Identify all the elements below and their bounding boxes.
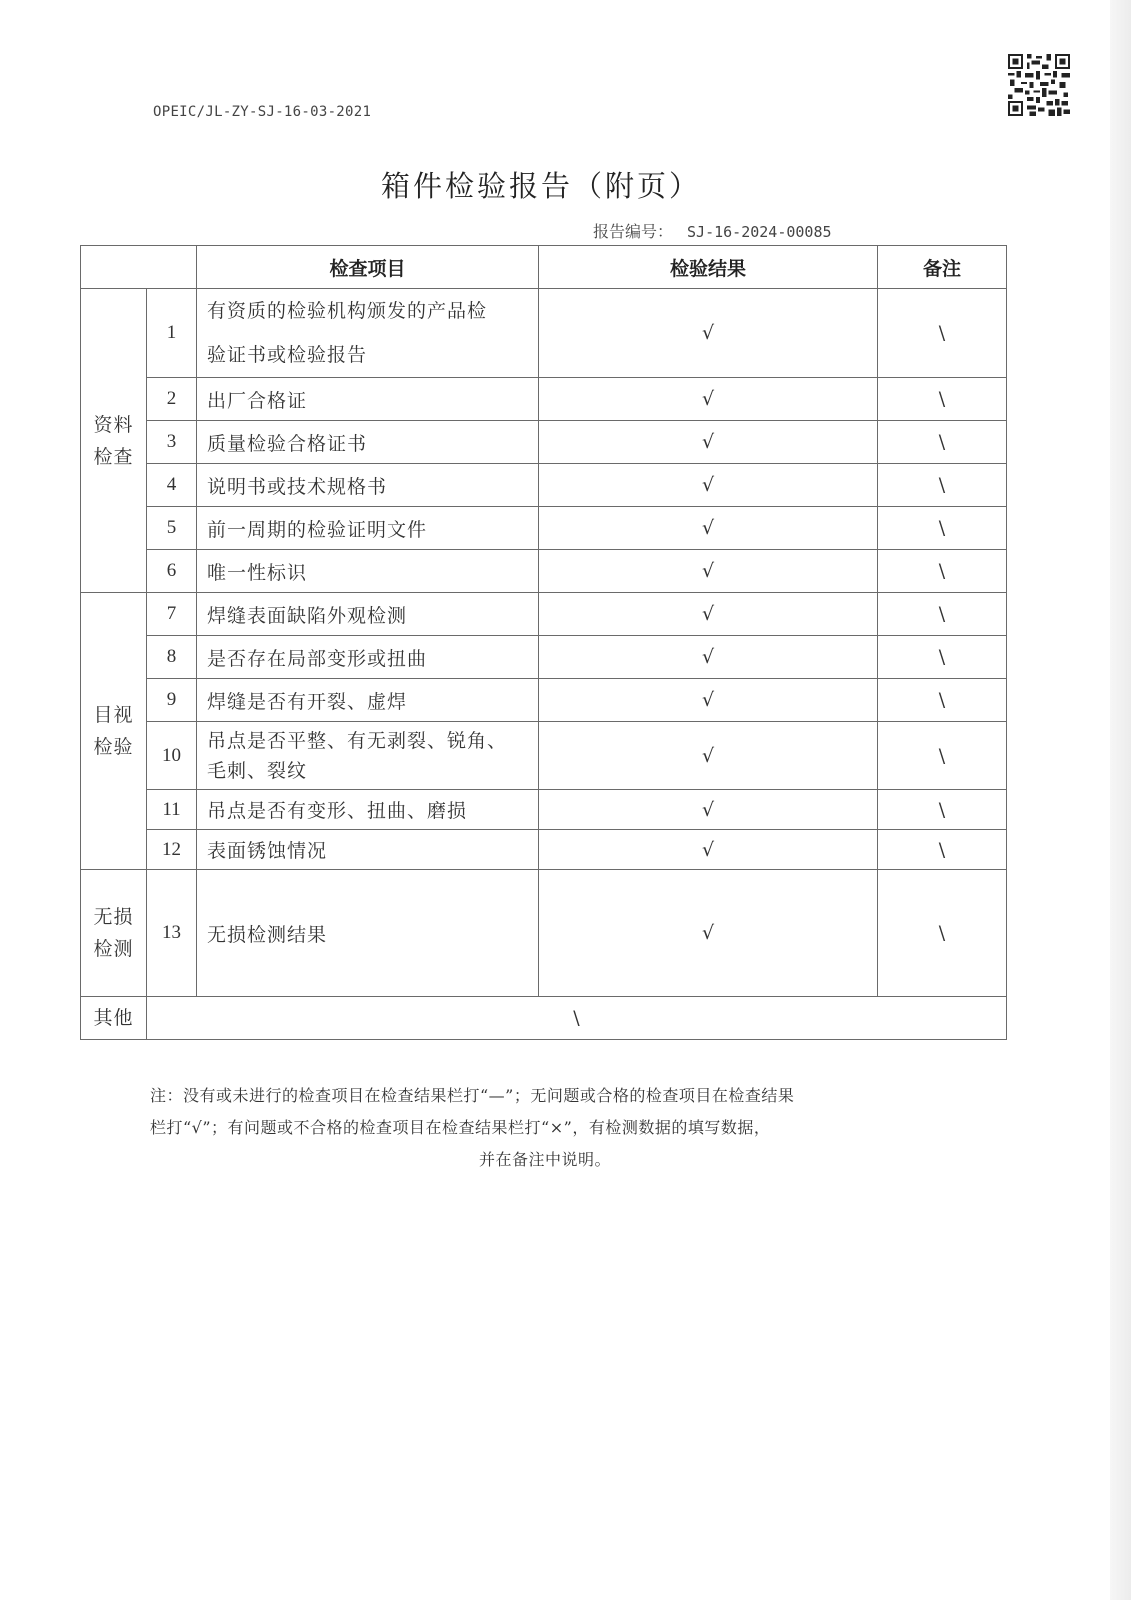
row-remark: \: [878, 636, 1007, 679]
row-result: √: [539, 722, 878, 790]
row-item: [197, 289, 539, 378]
header-remark: 备注: [878, 246, 1007, 289]
row-number: 1: [147, 289, 197, 378]
row-remark: \: [878, 870, 1007, 997]
row-result: √: [539, 289, 878, 378]
row-item-line: 毛刺、裂纹: [207, 759, 308, 782]
note-line: 注：没有或未进行的检查项目在检查结果栏打“—”；无问题或合格的检查项目在检查结果: [150, 1086, 795, 1105]
notes: [150, 1080, 940, 1176]
row-item: 吊点是否有变形、扭曲、磨损: [197, 790, 539, 830]
row-number: 13: [147, 870, 197, 997]
row-item: 说明书或技术规格书: [197, 464, 539, 507]
table-row: [81, 507, 1007, 550]
row-item: 无损检测结果: [197, 870, 539, 997]
row-number: 8: [147, 636, 197, 679]
row-remark: \: [878, 550, 1007, 593]
row-result: √: [539, 421, 878, 464]
table-row-other: [81, 997, 1007, 1040]
row-item-line: 有资质的检验机构颁发的产品检: [207, 300, 488, 322]
category-line: 检验: [93, 736, 134, 758]
row-remark: \: [878, 378, 1007, 421]
row-remark: \: [878, 830, 1007, 870]
row-item: 出厂合格证: [197, 378, 539, 421]
row-number: 12: [147, 830, 197, 870]
table-row: [81, 378, 1007, 421]
category-line: 检测: [93, 938, 134, 960]
row-result: √: [539, 870, 878, 997]
category-line: 检查: [93, 445, 134, 468]
row-item: 前一周期的检验证明文件: [197, 507, 539, 550]
row-item: [197, 722, 539, 790]
other-value: \: [147, 997, 1007, 1040]
table-row: [81, 830, 1007, 870]
row-number: 4: [147, 464, 197, 507]
header-blank-cell: [81, 246, 197, 289]
row-result: √: [539, 378, 878, 421]
table-row: [81, 870, 1007, 997]
page-title: 箱件检验报告（附页）: [380, 169, 701, 203]
row-number: 2: [147, 378, 197, 421]
row-item-line: 吊点是否平整、有无剥裂、锐角、: [207, 729, 508, 752]
row-item-line: 验证书或检验报告: [207, 344, 368, 366]
category-document-check: [81, 289, 147, 593]
row-result: √: [539, 830, 878, 870]
row-item: 是否存在局部变形或扭曲: [197, 636, 539, 679]
table-row: [81, 464, 1007, 507]
table-row: [81, 593, 1007, 636]
category-visual-inspection: [81, 593, 147, 870]
qr-code-icon: [1008, 54, 1070, 116]
row-remark: \: [878, 507, 1007, 550]
category-line: 资料: [93, 413, 134, 436]
row-item: 焊缝是否有开裂、虚焊: [197, 679, 539, 722]
row-item: 表面锈蚀情况: [197, 830, 539, 870]
table-row: [81, 421, 1007, 464]
note-line: 并在备注中说明。: [478, 1150, 611, 1169]
table-row: [81, 790, 1007, 830]
document-code: OPEIC/JL-ZY-SJ-16-03-2021: [153, 104, 372, 120]
row-remark: \: [878, 790, 1007, 830]
table-row: [81, 289, 1007, 378]
page-edge-shadow: [1110, 0, 1131, 1600]
report-number-value: SJ-16-2024-00085: [687, 223, 832, 241]
row-number: 3: [147, 421, 197, 464]
row-number: 11: [147, 790, 197, 830]
row-item: 质量检验合格证书: [197, 421, 539, 464]
category-line: 无损: [93, 906, 134, 928]
category-line: 目视: [93, 704, 134, 726]
row-result: √: [539, 636, 878, 679]
note-line: 栏打“√”；有问题或不合格的检查项目在检查结果栏打“×”，有检测数据的填写数据，: [150, 1118, 771, 1137]
row-remark: \: [878, 722, 1007, 790]
row-remark: \: [878, 464, 1007, 507]
row-remark: \: [878, 289, 1007, 378]
inspection-table: [80, 245, 1007, 1040]
other-label: 其他: [81, 997, 147, 1040]
table-row: [81, 679, 1007, 722]
row-remark: \: [878, 679, 1007, 722]
table-row: [81, 636, 1007, 679]
row-number: 10: [147, 722, 197, 790]
row-number: 7: [147, 593, 197, 636]
row-item: 焊缝表面缺陷外观检测: [197, 593, 539, 636]
report-number-label: 报告编号：: [593, 222, 674, 241]
table-header-row: [81, 246, 1007, 289]
row-number: 9: [147, 679, 197, 722]
row-remark: \: [878, 421, 1007, 464]
row-result: √: [539, 790, 878, 830]
row-result: √: [539, 679, 878, 722]
header-item: 检查项目: [197, 246, 539, 289]
report-number: [593, 219, 832, 242]
category-nondestructive-testing: [81, 870, 147, 997]
row-number: 5: [147, 507, 197, 550]
row-number: 6: [147, 550, 197, 593]
row-result: √: [539, 550, 878, 593]
header-result: 检验结果: [539, 246, 878, 289]
table-row: [81, 550, 1007, 593]
row-item: 唯一性标识: [197, 550, 539, 593]
row-remark: \: [878, 593, 1007, 636]
row-result: √: [539, 507, 878, 550]
row-result: √: [539, 593, 878, 636]
row-result: √: [539, 464, 878, 507]
table-row: [81, 722, 1007, 790]
